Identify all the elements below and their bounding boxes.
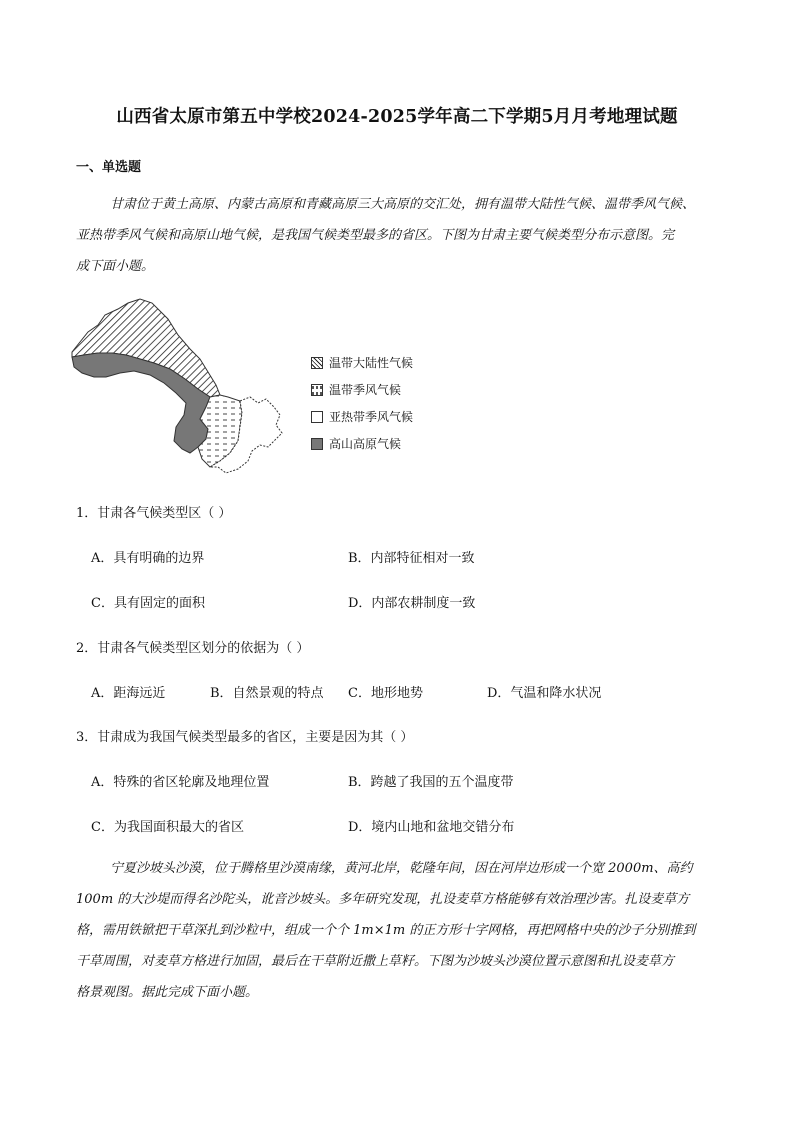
passage-line: 成下面小题。 xyxy=(76,259,155,274)
legend-item xyxy=(311,408,413,425)
q3-option-c[interactable]: C．为我国面积最大的省区 xyxy=(91,820,244,835)
passage-line: 亚热带季风气候和高原山地气候，是我国气候类型最多的省区。下图为甘肃主要气候类型分布示意图。完 xyxy=(76,228,675,243)
legend-item xyxy=(311,354,413,371)
passage-line: 宁夏沙坡头沙漠，位于腾格里沙漠南缘，黄河北岸，乾隆年间，因在河岸边形成一个宽 2000m、高约 xyxy=(110,861,693,876)
q1-option-d[interactable]: D．内部农耕制度一致 xyxy=(348,596,476,611)
q2-option-d[interactable]: D．气温和降水状况 xyxy=(487,686,602,701)
hatch-swatch-icon xyxy=(311,357,323,369)
question-1-stem: 1．甘肃各气候类型区（ ） xyxy=(76,506,232,521)
legend-label: 温带季风气候 xyxy=(329,383,402,397)
q3-option-d[interactable]: D．境内山地和盆地交错分布 xyxy=(348,820,515,835)
gansu-climate-map xyxy=(70,297,290,482)
q1-option-a[interactable]: A．具有明确的边界 xyxy=(91,551,205,566)
legend-label: 温带大陆性气候 xyxy=(329,356,414,370)
legend-label: 高山高原气候 xyxy=(329,437,402,451)
temperate-continental-region xyxy=(72,299,220,397)
passage-line: 格，需用铁锨把干草深扎到沙粒中，组成一个个 1m×1m 的正方形十字网格，再把网格中央的沙子分别推到 xyxy=(76,923,696,938)
q3-option-a[interactable]: A．特殊的省区轮廓及地理位置 xyxy=(91,775,270,790)
q1-option-b[interactable]: B．内部特征相对一致 xyxy=(348,551,475,566)
question-3-stem: 3．甘肃成为我国气候类型最多的省区，主要是因为其（ ） xyxy=(76,730,414,745)
section-heading: 一、单选题 xyxy=(76,160,142,175)
q3-option-b[interactable]: B．跨越了我国的五个温度带 xyxy=(348,775,514,790)
q2-option-b[interactable]: B．自然景观的特点 xyxy=(210,686,324,701)
gray-swatch-icon xyxy=(311,438,323,450)
legend-item xyxy=(311,381,401,398)
passage-line: 格景观图。据此完成下面小题。 xyxy=(76,985,259,1000)
white-swatch-icon xyxy=(311,411,323,423)
q2-option-a[interactable]: A．距海远近 xyxy=(91,686,166,701)
passage-line: 100m 的大沙堤而得名沙陀头，讹音沙坡头。多年研究发现，扎设麦草方格能够有效治理沙害。扎设麦草方 xyxy=(76,892,690,907)
q1-option-c[interactable]: C．具有固定的面积 xyxy=(91,596,205,611)
question-2-stem: 2．甘肃各气候类型区划分的依据为（ ） xyxy=(76,641,310,656)
q2-option-c[interactable]: C．地形地势 xyxy=(348,686,423,701)
dash-swatch-icon xyxy=(311,384,323,396)
page-title: 山西省太原市第五中学校2024-2025学年高二下学期5月月考地理试题 xyxy=(116,107,678,127)
legend-label: 亚热带季风气候 xyxy=(329,410,414,424)
passage-line: 干草周围，对麦草方格进行加固，最后在干草附近撒上草籽。下图为沙坡头沙漠位置示意图和扎设麦草方 xyxy=(76,954,675,969)
legend-item xyxy=(311,435,401,452)
passage-line: 甘肃位于黄土高原、内蒙古高原和青藏高原三大高原的交汇处，拥有温带大陆性气候、温带季风气候、 xyxy=(110,197,696,212)
